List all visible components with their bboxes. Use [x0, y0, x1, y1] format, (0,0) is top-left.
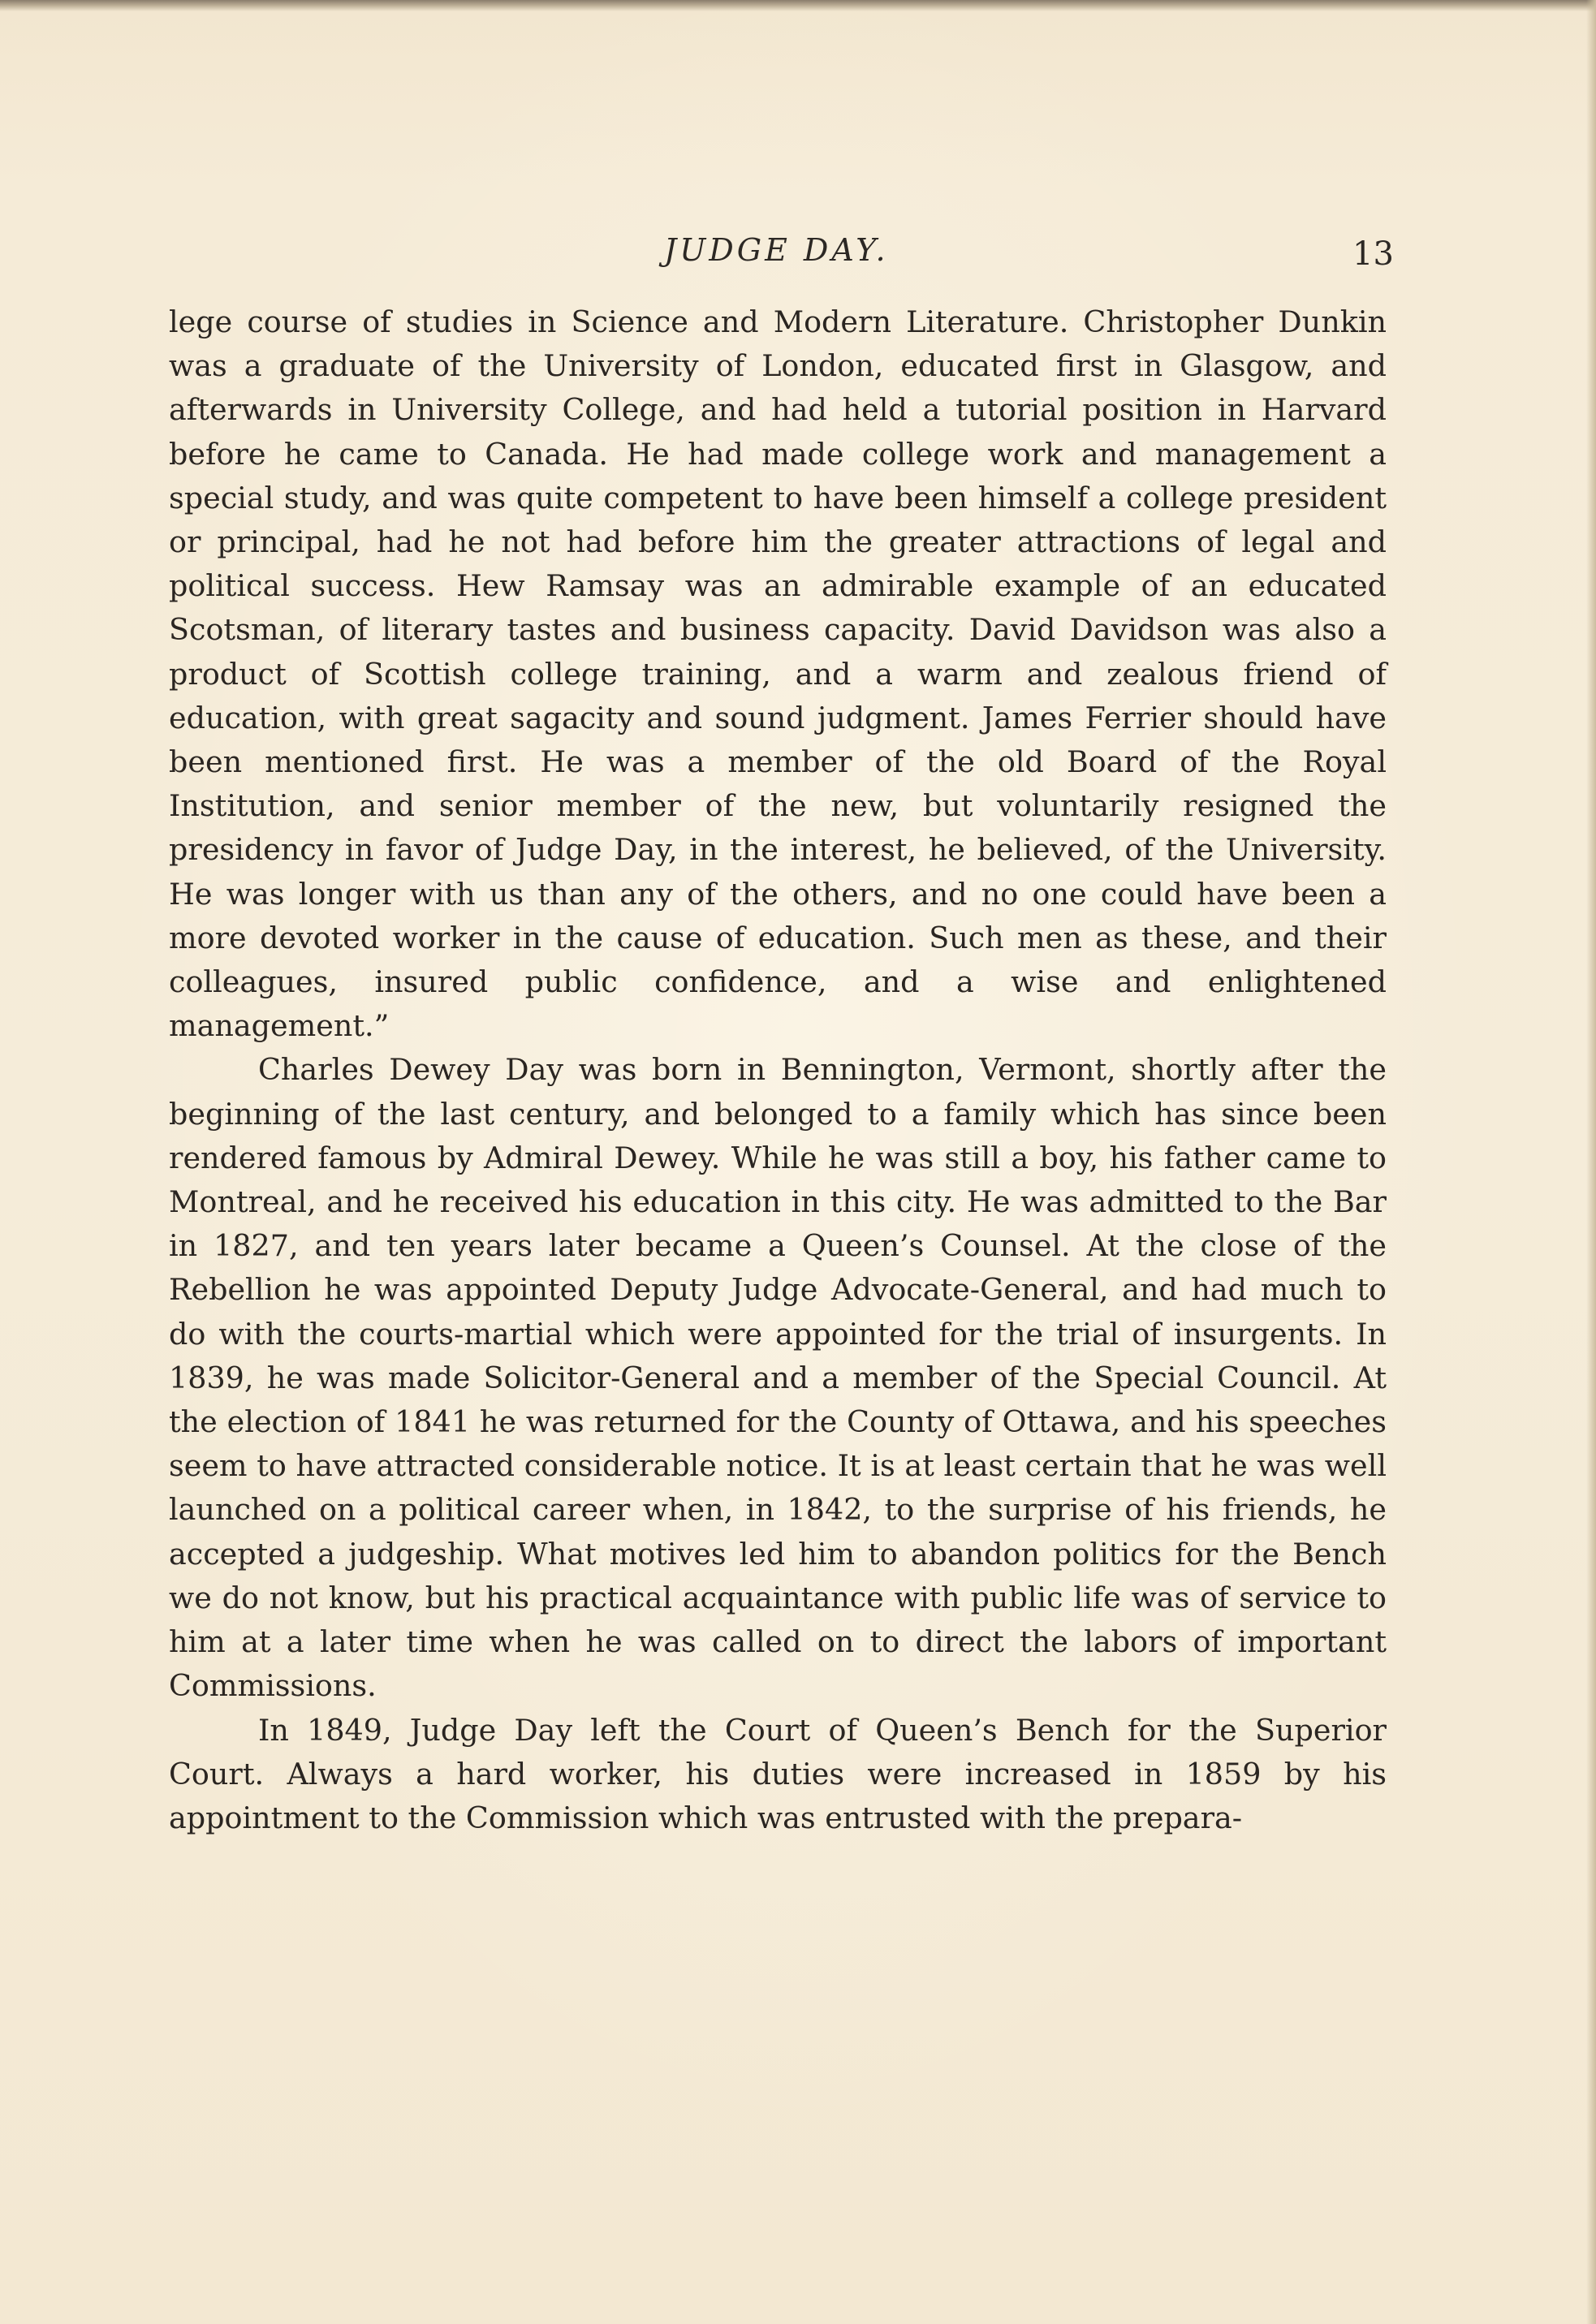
- paragraph-charles-dewey-day: Charles Dewey Day was born in Bennington, Vermont, shortly after the beginning of the last century, and belonged to a family which has since been rendered famous by Admiral Dewey. While he was still a boy, his father came to Montreal, and he received his education in this city. He was admitted to the Bar in 1827, and ten years later became a Queen’s Counsel. At the close of the Rebellion he was appointed Deputy Judge Advocate-General, and had much to do with the courts-martial which were appointed for the trial of insurgents. In 1839, he was made Solicitor-General and a member of the Special Council. At the election of 1841 he was returned for the County of Ottawa, and his speeches seem to have attracted considerable notice. It is at least certain that he was well launched on a political career when, in 1842, to the surprise of his friends, he accepted a judgeship. What motives led him to abandon politics for the Bench we do not know, but his practical acquaintance with public life was of service to him at a later time when he was called on to direct the labors of important Commissions.: [169, 1052, 1387, 1704]
- page-right-edge-shadow: [1586, 0, 1596, 2324]
- paragraph-continued: lege course of studies in Science and Modern Literature. Christopher Dunkin was a graduate of the University of London, educated first in Glasgow, and afterwards in University College, and had held a tutorial position in Harvard before he came to Canada. He had made college work and management a special study, and was quite competent to have been himself a college president or principal, had he not had before him the greater attractions of legal and political success. Hew Ramsay was an admirable example of an educated Scotsman, of literary tastes and business capacity. David Davidson was also a product of Scottish college training, and a warm and zealous friend of education, with great sagacity and sound judgment. James Ferrier should have been mentioned first. He was a member of the old Board of the Royal Institution, and senior member of the new, but voluntarily resigned the presidency in favor of Judge Day, in the interest, he believed, of the University. He was longer with us than any of the others, and no one could have been a more devoted worker in the cause of education. Such men as these, and their colleagues, insured public confidence, and a wise and enlightened management.”: [169, 304, 1387, 1044]
- running-head: [0, 227, 1596, 276]
- paragraph-1849-superior-court: In 1849, Judge Day left the Court of Queen’s Bench for the Superior Court. Always a hard worker, his duties were increased in 1859 by his appointment to the Commission which was entrusted with the prepara-: [169, 1712, 1387, 1835]
- page-number: 13: [1352, 235, 1394, 273]
- running-title: JUDGE DAY.: [664, 232, 889, 268]
- page-top-edge-shadow: [0, 0, 1596, 11]
- body-text: [169, 300, 1387, 1840]
